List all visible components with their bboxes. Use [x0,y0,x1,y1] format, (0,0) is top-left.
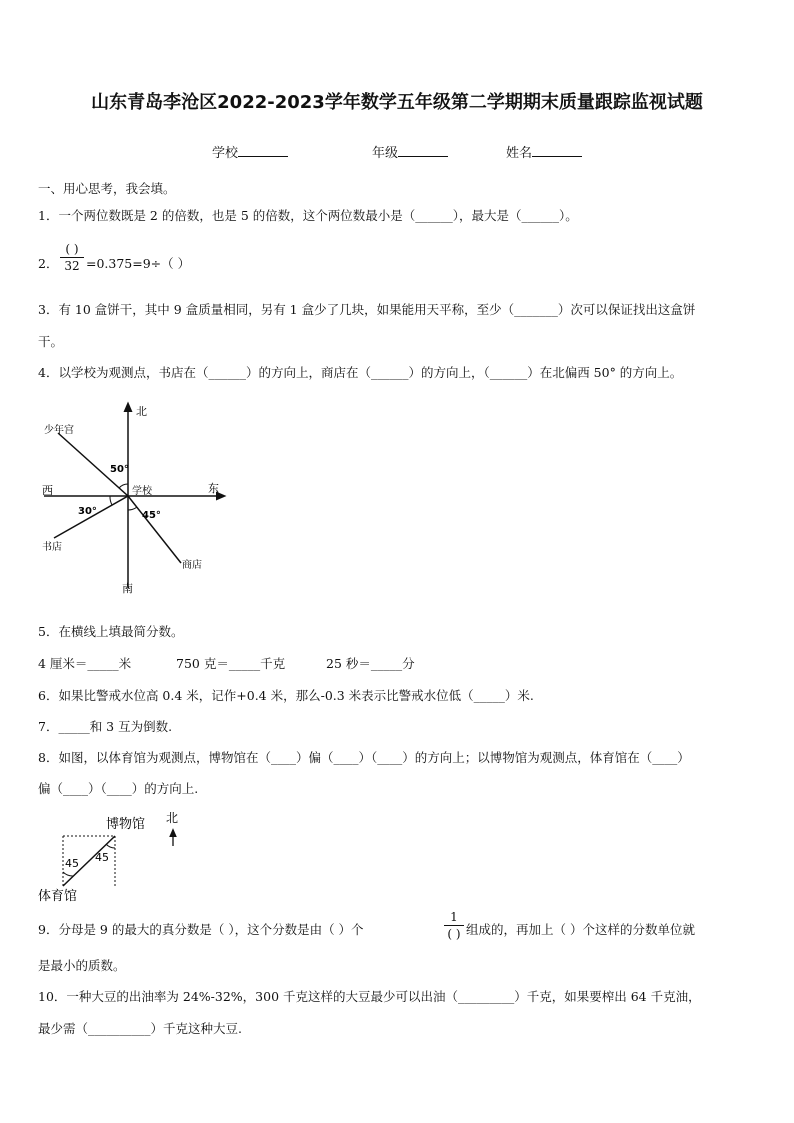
fraction-numerator-9: 1 [450,910,458,924]
label-museum: 博物馆 [106,817,146,832]
arc-museum [106,844,115,848]
school-blank [238,144,288,157]
question-1: 1．一个两位数既是 2 的倍数，也是 5 的倍数，这个两位数最小是（______），最大是（______）。 [38,208,578,223]
label-angle-b: 45 [95,851,109,864]
question-9-line-2: 是最小的质数。 [38,958,126,973]
question-9-part-2: 组成的，再加上（ ）个这样的分数单位就 [466,922,695,937]
label-angle-50: 50° [110,464,129,475]
fraction-denominator-9: ( ) [447,927,461,941]
question-7: 7．_____和 3 互为倒数. [38,719,173,734]
label-shop: 商店 [182,560,202,571]
label-south: 南 [122,582,133,595]
shop-ray [128,496,181,563]
question-5-item-a: 4 厘米＝_____米 [38,656,132,671]
arc-gym [63,872,73,876]
label-youth-palace: 少年宫 [44,425,74,436]
question-5-item-b: 750 克＝_____千克 [176,656,286,671]
angle-arc-30 [110,496,112,505]
question-9-fraction [444,910,464,941]
question-3-line-2: 干。 [38,334,64,349]
question-8-line-2: 偏（____）（____）的方向上. [38,781,199,796]
fraction-bar-9 [444,925,464,926]
grade-field [372,142,448,161]
question-3-line-1: 3．有 10 盒饼干，其中 9 盒质量相同，另有 1 盒少了几块，如果能用天平称，至少（_______）次可以保证找出这盒饼 [38,302,696,317]
name-label: 姓名 [506,146,533,161]
question-2-number: 2． [38,256,59,271]
section-heading: 一、用心思考，我会填。 [38,181,176,196]
school-label: 学校 [212,146,239,161]
question-10-line-1: 10．一种大豆的出油率为 24%-32%，300 千克这样的大豆最少可以出油（_________）千克，如果要榨出 64 千克油， [38,989,701,1004]
fraction-bar [60,257,84,258]
name-blank [532,144,582,157]
fraction-denominator: 32 [64,259,80,273]
label-east: 东 [208,482,219,495]
school-field [212,142,288,161]
bookstore-ray [54,496,128,538]
label-north-2: 北 [166,811,179,825]
label-school: 学校 [132,486,152,497]
label-north: 北 [136,405,147,418]
angle-arc-45 [128,507,137,510]
name-field [506,142,582,161]
question-8-line-1: 8．如图，以体育馆为观测点，博物馆在（____）偏（____）（____）的方向上；以博物馆为观测点，体育馆在（____） [38,750,690,765]
label-gym: 体育馆 [38,889,78,904]
label-bookstore: 书店 [42,542,62,553]
question-4: 4．以学校为观测点，书店在（______）的方向上，商店在（______）的方向上，（______）在北偏西 50° 的方向上。 [38,365,683,380]
grade-blank [398,144,448,157]
question-5-item-c: 25 秒＝_____分 [326,656,415,671]
question-2-fraction [60,242,84,273]
grade-label: 年级 [372,146,399,161]
label-angle-45: 45° [142,510,161,521]
fraction-numerator: ( ) [65,242,79,256]
question-6: 6．如果比警戒水位高 0.4 米，记作+0.4 米，那么-0.3 米表示比警戒水位低（_____）米. [38,688,534,703]
question-5: 5．在横线上填最简分数。 [38,624,184,639]
label-angle-30: 30° [78,506,97,517]
museum-gym-diagram [36,808,196,908]
angle-arc-50 [119,484,128,488]
question-9-part-1: 9．分母是 9 的最大的真分数是（ ），这个分数是由（ ）个 [38,922,364,937]
compass-diagram [36,398,236,598]
page-title: 山东青岛李沧区2022-2023学年数学五年级第二学期期末质量跟踪监视试题 [91,92,703,113]
question-10-line-2: 最少需（__________）千克这种大豆. [38,1021,242,1036]
label-west: 西 [42,484,53,497]
question-2-rest: =0.375=9÷（ ） [86,256,191,271]
label-angle-a: 45 [65,857,79,870]
